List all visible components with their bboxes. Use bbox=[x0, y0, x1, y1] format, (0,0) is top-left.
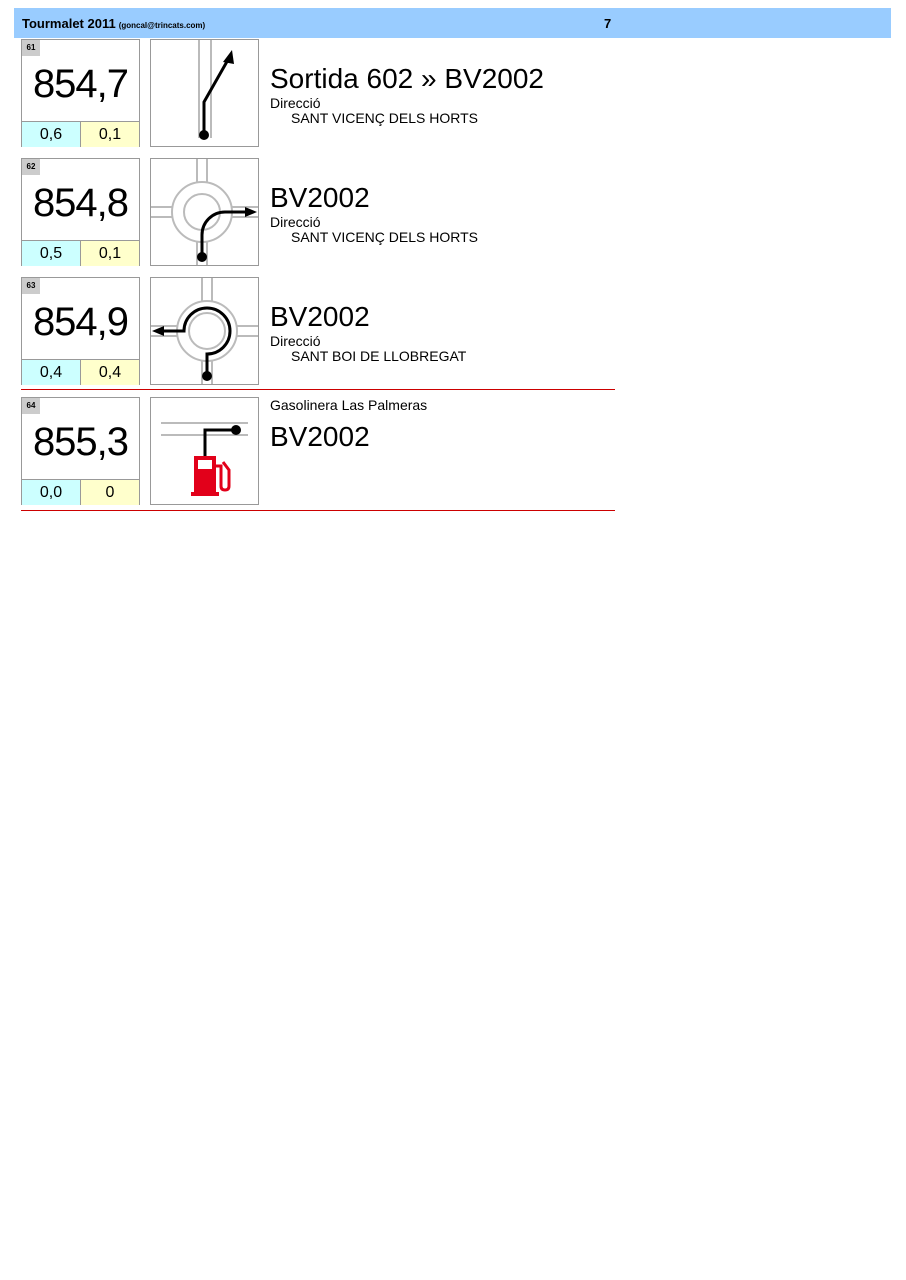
total-distance: 854,7 bbox=[32, 62, 129, 106]
instruction bbox=[270, 397, 870, 453]
total-distance: 854,9 bbox=[32, 300, 129, 344]
distance-box bbox=[21, 158, 140, 266]
road-name: Sortida 602 » BV2002 bbox=[270, 63, 544, 94]
step-index: 62 bbox=[22, 159, 40, 175]
direction-label: Direcció bbox=[270, 333, 321, 349]
partial-distance: 0,6 bbox=[22, 121, 81, 147]
row-separator bbox=[21, 510, 615, 511]
delta-distance: 0,1 bbox=[81, 240, 139, 266]
straight-bear-right-arrow-icon bbox=[150, 39, 259, 147]
partial-distance: 0,0 bbox=[22, 479, 81, 505]
delta-distance: 0,1 bbox=[81, 121, 139, 147]
roadbook-row bbox=[0, 397, 906, 507]
distance-box bbox=[21, 39, 140, 147]
distance-box bbox=[21, 397, 140, 505]
direction-label: Direcció bbox=[270, 214, 321, 230]
header-title bbox=[22, 16, 205, 31]
instruction bbox=[270, 277, 870, 364]
roadbook-row bbox=[0, 39, 906, 149]
page-header bbox=[14, 8, 891, 38]
total-distance: 855,3 bbox=[32, 420, 129, 464]
total-distance: 854,8 bbox=[32, 181, 129, 225]
row-separator bbox=[21, 389, 615, 390]
gas-station-icon bbox=[150, 397, 259, 505]
direction-destination: SANT VICENÇ DELS HORTS bbox=[291, 229, 478, 245]
page-number: 7 bbox=[604, 16, 612, 31]
step-index: 61 bbox=[22, 40, 40, 56]
delta-distance: 0 bbox=[81, 479, 139, 505]
road-name: BV2002 bbox=[270, 421, 370, 452]
instruction bbox=[270, 39, 870, 126]
roadbook-row bbox=[0, 158, 906, 268]
distance-box bbox=[21, 277, 140, 385]
direction-destination: SANT BOI DE LLOBREGAT bbox=[291, 348, 467, 364]
road-name: BV2002 bbox=[270, 182, 370, 213]
route-title: Tourmalet 2011 bbox=[22, 16, 116, 31]
partial-distance: 0,5 bbox=[22, 240, 81, 266]
step-index: 64 bbox=[22, 398, 40, 414]
step-index: 63 bbox=[22, 278, 40, 294]
roundabout-right-exit-icon bbox=[150, 158, 259, 266]
road-name: BV2002 bbox=[270, 301, 370, 332]
instruction bbox=[270, 158, 870, 245]
author-email: (goncal@trincats.com) bbox=[118, 21, 206, 30]
partial-distance: 0,4 bbox=[22, 359, 81, 385]
direction-label: Direcció bbox=[270, 95, 321, 111]
delta-distance: 0,4 bbox=[81, 359, 139, 385]
roadbook-row bbox=[0, 277, 906, 387]
roundabout-left-exit-icon bbox=[150, 277, 259, 385]
direction-destination: SANT VICENÇ DELS HORTS bbox=[291, 110, 478, 126]
poi-note: Gasolinera Las Palmeras bbox=[270, 397, 428, 413]
